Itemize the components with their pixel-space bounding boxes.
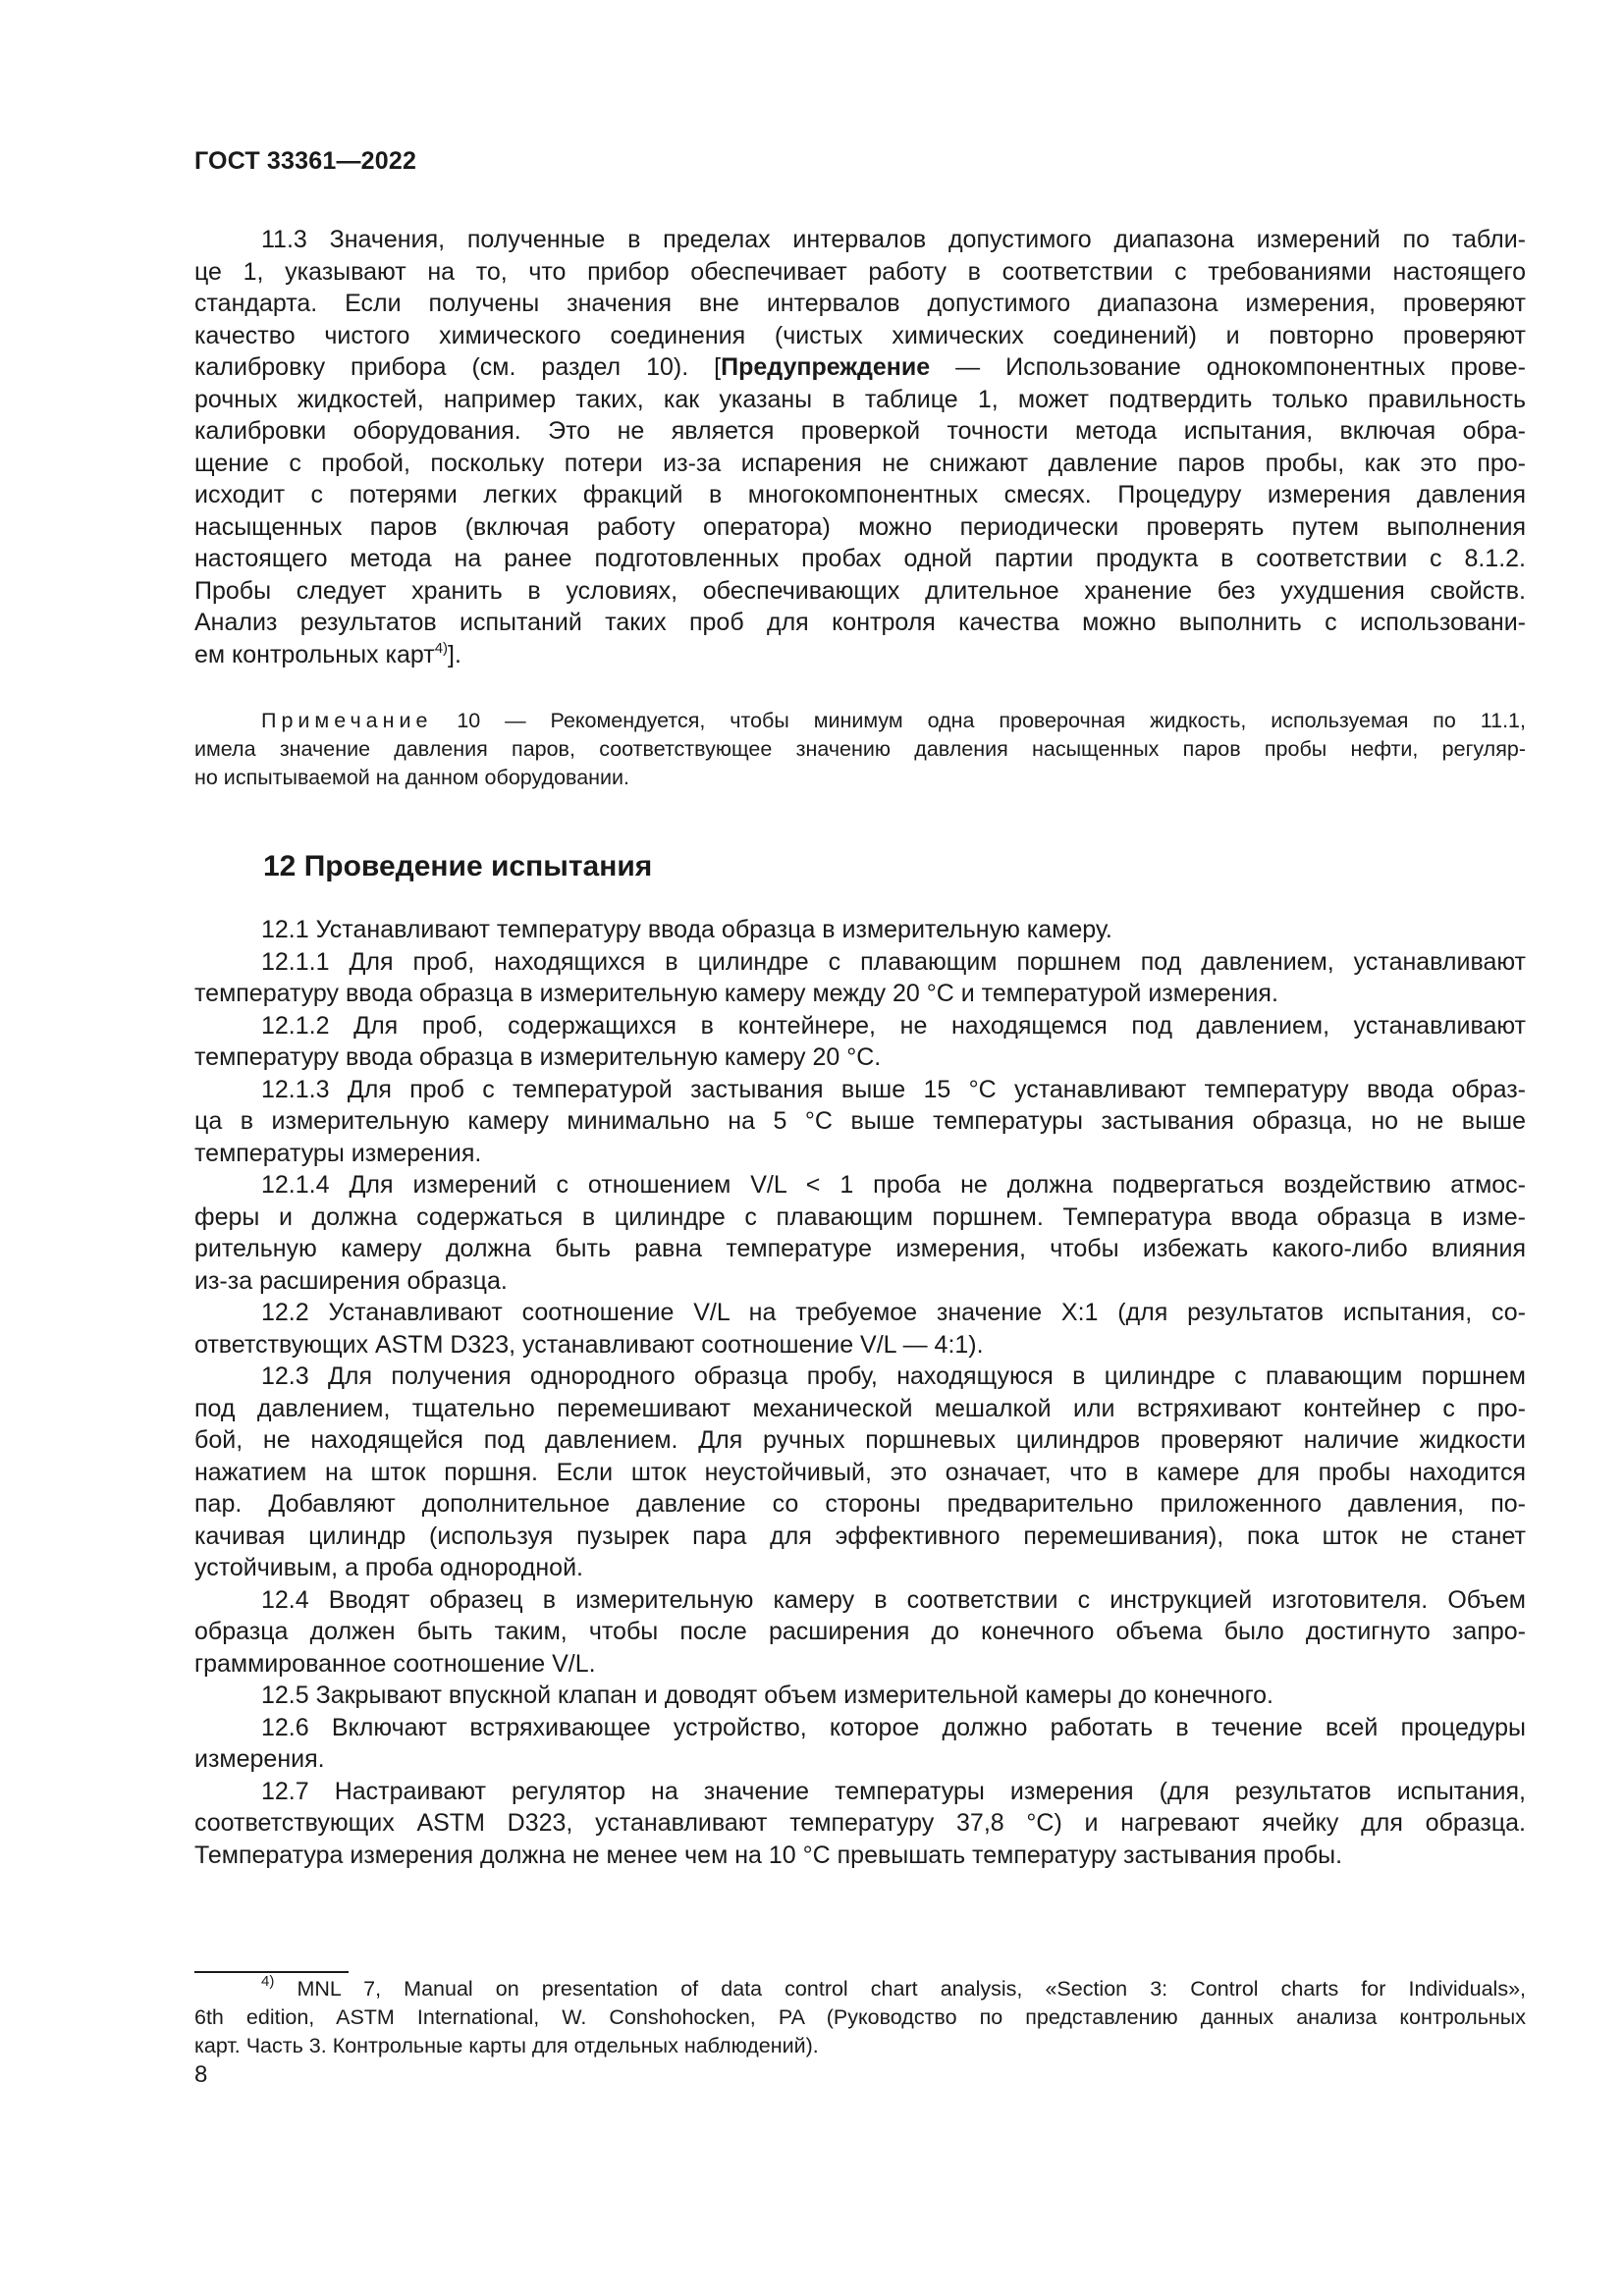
text-line: 12.6 Включают встряхивающее устройство, которое должно работать в течение всей процедуры (261, 1713, 1526, 1741)
text-line: Пробы следует хранить в условиях, обеспечивающих длительное хранение без ухудшения свойств. (194, 576, 1526, 605)
text-line: 12.5 Закрывают впускной клапан и доводят объем измерительной камеры до конечного. (261, 1682, 1274, 1709)
text-line: 12.1.2 Для проб, содержащихся в контейнере, не находящемся под давлением, устанавливают (261, 1011, 1526, 1040)
text-line: качество чистого химического соединения (чистых химических соединений) и повторно проверяют (194, 321, 1526, 349)
text-line: ца в измерительную камеру минимально на 5 °С выше температуры застывания образца, но не выше (194, 1107, 1526, 1135)
text-line: рительную камеру должна быть равна температуре измерения, чтобы избежать какого-либо влияния (194, 1235, 1526, 1262)
text-line: пар. Добавляют дополнительное давление со стороны предварительно приложенного давления, по- (194, 1490, 1526, 1518)
paragraph (194, 1297, 1526, 1361)
note-line (194, 707, 1526, 735)
note-label: Примечание (261, 709, 433, 732)
paragraph (194, 946, 1526, 1010)
paragraph (194, 1680, 1526, 1712)
paragraph-11-3 (194, 224, 1526, 670)
page-number: 8 (194, 2061, 208, 2088)
text-line: температуры измерения. (194, 1139, 482, 1167)
text-line: Температура измерения должна не менее чем на 10 °С превышать температуру застывания пробы. (194, 1841, 1343, 1869)
text-line: граммированное соотношение V/L. (194, 1649, 596, 1678)
text-line: 12.2 Устанавливают соотношение V/L на требуемое значение X:1 (для результатов испытания, со- (261, 1299, 1526, 1326)
document-code-header: ГОСТ 33361—2022 (194, 147, 417, 175)
paragraph (194, 1776, 1526, 1872)
text-line: температуру ввода образца в измерительную камеру 20 °С. (194, 1043, 882, 1071)
text-line: 12.7 Настраивают регулятор на значение температуры измерения (для результатов испытания, (261, 1777, 1526, 1805)
text-line: температуру ввода образца в измерительную камеру между 20 °С и температурой измерения. (194, 980, 1278, 1007)
text-line: настоящего метода на ранее подготовленных пробах одной партии продукта в соответствии с 8.1.2. (194, 545, 1526, 572)
footnote-reference: 4) (434, 639, 449, 657)
paragraph (194, 1074, 1526, 1170)
text-line: феры и должна содержаться в цилиндре с плавающим поршнем. Температура ввода образца в изме- (194, 1202, 1526, 1231)
paragraph (194, 1361, 1526, 1584)
text-fragment: 10 — Рекомендуется, чтобы минимум одна проверочная жидкость, используемая по 11.1, (432, 709, 1526, 732)
note-line: но испытываемой на данном оборудовании. (194, 766, 630, 789)
text-line: ответствующих ASTM D323, устанавливают соотношение V/L — 4:1). (194, 1330, 984, 1359)
section-heading: 12 Проведение испытания (263, 850, 653, 882)
text-line: 12.4 Вводят образец в измерительную камеру в соответствии с инструкцией изготовителя. Объем (261, 1585, 1526, 1614)
text-line: 12.1 Устанавливают температуру ввода образца в измерительную камеру. (261, 916, 1112, 943)
text-line: под давлением, тщательно перемешивают механической мешалкой или встряхивают контейнер с про- (194, 1394, 1526, 1422)
text-line: качивая цилиндр (используя пузырек пара для эффективного перемешивания), пока шток не станет (194, 1522, 1526, 1550)
text-line: устойчивым, а проба однородной. (194, 1554, 583, 1581)
text-line: насыщенных паров (включая работу оператора) можно периодически проверять путем выполнения (194, 512, 1526, 541)
text-line: измерения. (194, 1745, 325, 1773)
footnote-line: карт. Часть 3. Контрольные карты для отдельных наблюдений). (194, 2034, 819, 2057)
paragraph (194, 1712, 1526, 1776)
text-line: щение с пробой, поскольку потери из-за испарения не снижают давление паров пробы, как это про- (194, 449, 1526, 477)
text-line: Анализ результатов испытаний таких проб для контроля качества можно выполнить с использовани- (194, 609, 1526, 636)
text-line: образца должен быть таким, чтобы после расширения до конечного объема было достигнуто запро- (194, 1618, 1526, 1645)
text-line: стандарта. Если получены значения вне интервалов допустимого диапазона измерения, проверяют (194, 290, 1526, 317)
text-fragment: калибровку прибора (см. раздел 10). [ (194, 353, 722, 381)
text-line (194, 639, 1526, 671)
text-line: нажатием на шток поршня. Если шток неустойчивый, это означает, что в камере для пробы находится (194, 1458, 1526, 1486)
text-line: рочных жидкостей, например таких, как указаны в таблице 1, может подтвердить только правильность (194, 385, 1526, 413)
text-fragment: ем контрольных карт (194, 640, 435, 668)
text-line: 12.1.4 Для измерений с отношением V/L < 1 проба не должна подвергаться воздействию атмос- (261, 1171, 1526, 1199)
text-line: калибровки оборудования. Это не является проверкой точности метода испытания, включая обра- (194, 417, 1526, 445)
text-fragment: ]. (448, 640, 461, 668)
text-line: соответствующих ASTM D323, устанавливают температуру 37,8 °С) и нагревают ячейку для образца. (194, 1809, 1526, 1837)
text-line: исходит с потерями легких фракций в многокомпонентных смесях. Процедуру измерения давления (194, 481, 1526, 508)
paragraph (194, 914, 1526, 946)
text-line: 12.1.1 Для проб, находящихся в цилиндре с плавающим поршнем под давлением, устанавливают (261, 947, 1526, 976)
note-10 (194, 707, 1526, 792)
footnote-line (194, 1975, 1526, 2003)
note-line: имела значение давления паров, соответствующее значению давления насыщенных паров пробы нефти, регуляр- (194, 737, 1526, 761)
text-line: 12.3 Для получения однородного образца пробу, находящуюся в цилиндре с плавающим поршнем (261, 1362, 1526, 1390)
warning-label: Предупреждение (721, 353, 931, 381)
footnote-line: 6th edition, ASTM International, W. Conshohocken, PA (Руководство по представлению данных анализа контрольных (194, 2005, 1526, 2029)
text-line: 12.1.3 Для проб с температурой застывания выше 15 °С устанавливают температуру ввода образ- (261, 1075, 1526, 1103)
text-fragment: MNL 7, Manual on presentation of data control chart analysis, «Section 3: Control charts for Individuals», (274, 1977, 1526, 2001)
text-line: из-за расширения образца. (194, 1266, 508, 1295)
text-line (194, 351, 1526, 384)
text-fragment: — Использование однокомпонентных прове- (930, 353, 1527, 381)
footnote (194, 1975, 1526, 2060)
paragraph (194, 1169, 1526, 1297)
paragraph (194, 1010, 1526, 1074)
footnote-marker: 4) (261, 1973, 275, 1990)
text-line: 11.3 Значения, полученные в пределах интервалов допустимого диапазона измерений по табли- (261, 226, 1526, 253)
section-12-body (194, 914, 1526, 1871)
text-line: це 1, указывают на то, что прибор обеспечивает работу в соответствии с требованиями настоящего (194, 257, 1526, 286)
paragraph (194, 1584, 1526, 1681)
text-line: бой, не находящейся под давлением. Для ручных поршневых цилиндров проверяют наличие жидкости (194, 1426, 1526, 1454)
